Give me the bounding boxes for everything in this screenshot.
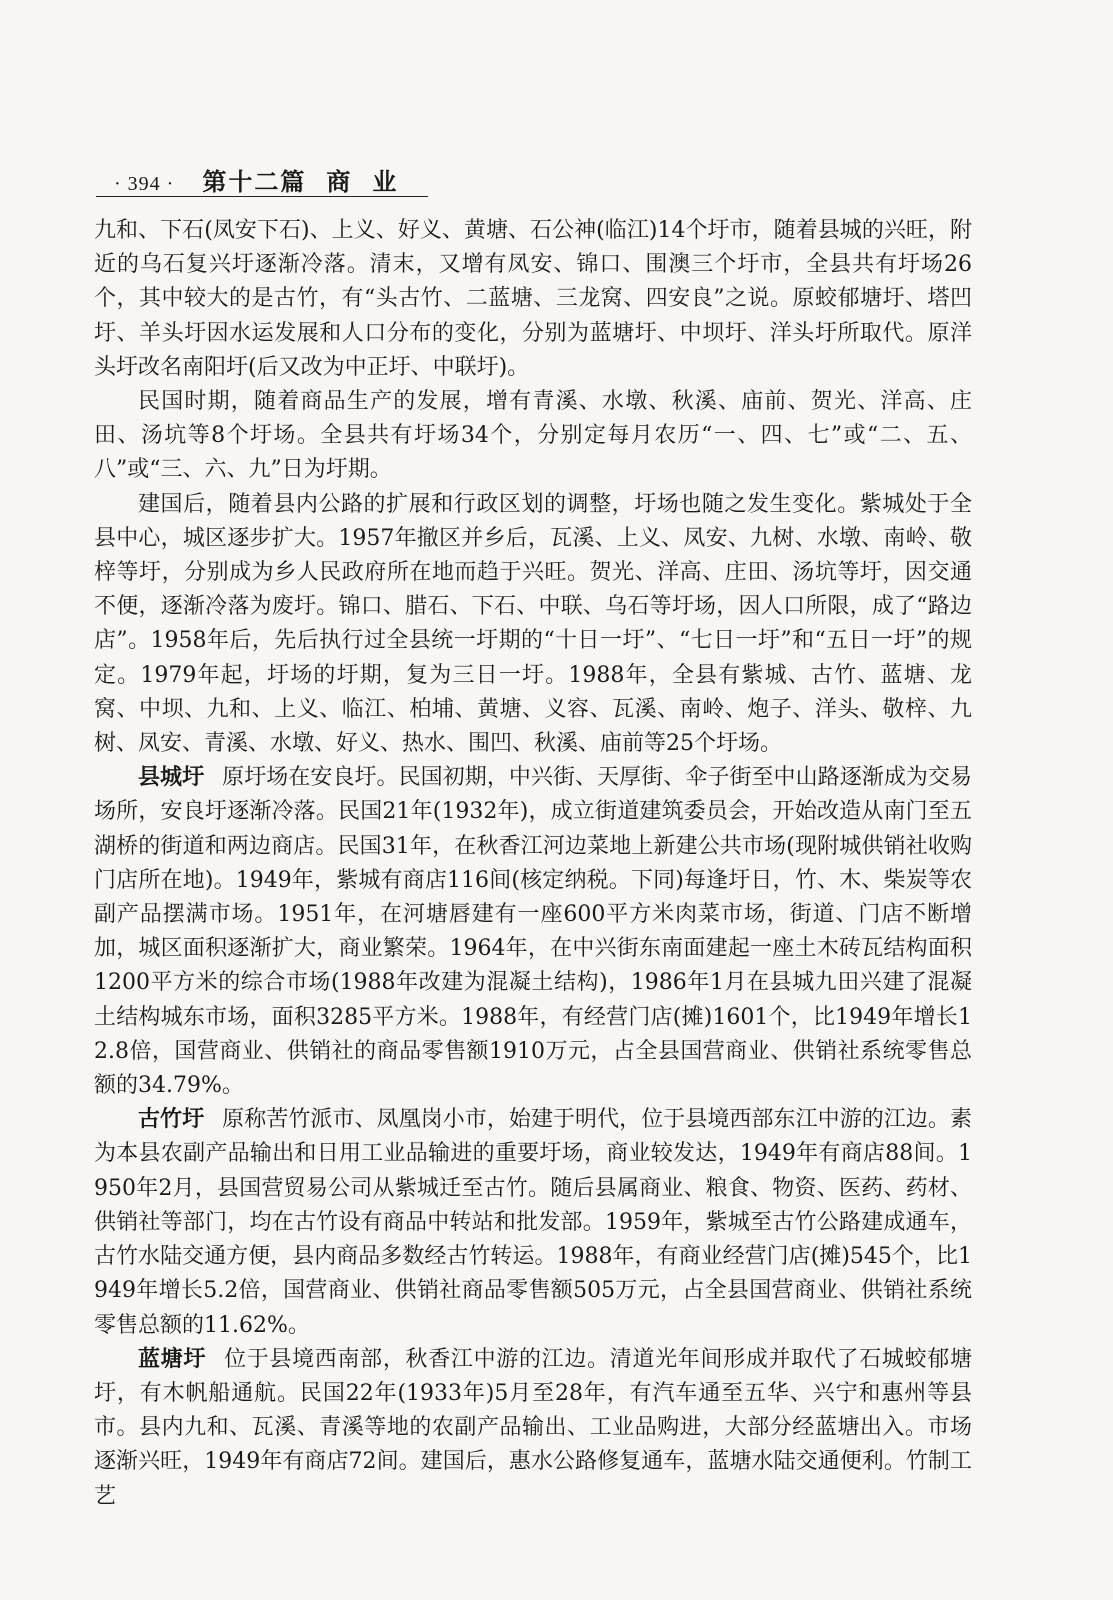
section-term: 古竹圩 [138, 1107, 205, 1133]
section-label-tail: 业 [372, 168, 399, 196]
paragraph-text: 九和、下石(凤安下石)、上义、好义、黄塘、石公神(临江)14个圩市，随着县城的兴旺，附近的乌石复兴圩逐渐冷落。清末，又增有凤安、锦口、围澳三个圩市，全县共有圩场26个，其中较大的是古竹，有“头古竹、二蓝塘、三龙窝、四安良”之说。原蛟郁塘圩、塔凹圩、羊头圩因水运发展和人口分布的变化，分别为蓝塘圩、中坝圩、洋头圩所取代。原洋头圩改名南阳圩(后又改为中正圩、中联圩)。 [94, 218, 972, 380]
section-label: 商 [326, 168, 353, 196]
chapter-title [202, 162, 398, 197]
body-text [94, 214, 972, 1514]
paragraph-text: 建国后，随着县内公路的扩展和行政区划的调整，圩场也随之发生变化。紫城处于全县中心，城区逐步扩大。1957年撤区并乡后，瓦溪、上义、凤安、九树、水墩、南岭、敬梓等圩，分别成为乡人民政府所在地而趋于兴旺。贺光、洋高、庄田、汤坑等圩，因交通不便，逐渐冷落为废圩。锦口、腊石、下石、中联、乌石等圩场，因人口所限，成了“路边店”。1958年后，先后执行过全县统一圩期的“十日一圩”、“七日一圩”和“五日一圩”的规定。1979年起，圩场的圩期，复为三日一圩。1988年，全县有紫城、古竹、蓝塘、龙窝、中坝、九和、上义、临江、柏埔、黄塘、义容、瓦溪、南岭、炮子、洋头、敬梓、九树、凤安、青溪、水墩、好义、热水、围凹、秋溪、庙前等25个圩场。 [94, 491, 973, 757]
page-number: · 394 · [114, 173, 175, 195]
paragraph-lantang [94, 1343, 972, 1514]
section-term: 蓝塘圩 [138, 1346, 207, 1372]
paragraph [94, 488, 972, 762]
section-term: 县城圩 [138, 765, 205, 791]
paragraph-text: 民国时期，随着商品生产的发展，增有青溪、水墩、秋溪、庙前、贺光、洋高、庄田、汤坑等8个圩场。全县共有圩场34个，分别定每月农历“一、四、七”或“二、五、八”或“三、六、九”日为圩期。 [94, 389, 972, 483]
paragraph-xiancheng [94, 761, 972, 1103]
paragraph-guzhu [94, 1103, 972, 1342]
header-rule [96, 196, 428, 197]
chapter-label: 第十二篇 [202, 168, 307, 196]
paragraph-text: 原圩场在安良圩。民国初期，中兴街、天厚街、伞子街至中山路逐渐成为交易场所，安良圩逐渐冷落。民国21年(1932年)，成立街道建筑委员会，开始改造从南门至五湖桥的街道和两边商店。民国31年，在秋香江河边菜地上新建公共市场(现附城供销社收购门店所在地)。1949年，紫城有商店116间(核定纳税。下同)每逢圩日，竹、木、柴炭等农副产品摆满市场。1951年，在河塘唇建有一座600平方米肉菜市场，街道、门店不断增加，城区面积逐渐扩大，商业繁荣。1964年，在中兴街东南面建起一座土木砖瓦结构面积1200平方米的综合市场(1988年改建为混凝土结构)，1986年1月在县城九田兴建了混凝土结构城东市场，面积3285平方米。1988年，有经营门店(摊)1601个，比1949年增长12.8倍，国营商业、供销社的商品零售额1910万元，占全县国营商业、供销社系统零售总额的34.79%。 [94, 765, 972, 1099]
paragraph [94, 385, 972, 488]
running-header [114, 162, 398, 196]
paragraph-text: 位于县境西南部，秋香江中游的江边。清道光年间形成并取代了石城蛟郁塘圩，有木帆船通航。民国22年(1933年)5月至28年，有汽车通至五华、兴宁和惠州等县市。县内九和、瓦溪、青溪等地的农副产品输出、工业品购进，大部分经蓝塘出入。市场逐渐兴旺，1949年有商店72间。建国后，惠水公路修复通车，蓝塘水陆交通便利。竹制工艺 [94, 1346, 972, 1509]
paragraph [94, 214, 972, 385]
paragraph-text: 原称苦竹派市、凤凰岗小市，始建于明代，位于县境西部东江中游的江边。素为本县农副产品输出和日用工业品输进的重要圩场，商业较发达，1949年有商店88间。1950年2月，县国营贸易公司从紫城迁至古竹。随后县属商业、粮食、物资、医药、药材、供销社等部门，均在古竹设有商品中转站和批发部。1959年，紫城至古竹公路建成通车，古竹水陆交通方便，县内商品多数经古竹转运。1988年，有商业经营门店(摊)545个，比1949年增长5.2倍，国营商业、供销社商品零售额505万元，占全县国营商业、供销社系统零售总额的11.62%。 [94, 1107, 972, 1338]
